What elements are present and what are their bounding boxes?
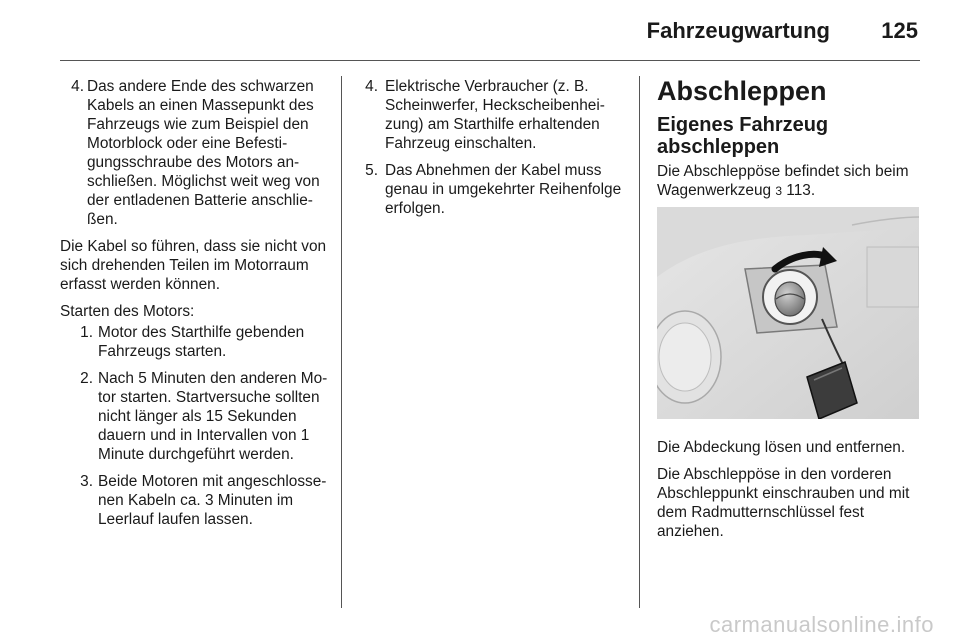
step-number: 1. [80, 324, 93, 341]
step-text: Nach 5 Minuten den anderen Motor starten. Startversuche sollten nicht länger als 15 Sekunden dauern und in Intervallen von 1 Minute durchgeführt werden. [98, 370, 328, 463]
step-text: Motor des Starthilfe gebenden Fahrzeugs starten. [98, 324, 305, 360]
page-reference-arrow-icon: 3 [775, 184, 783, 198]
column-divider-1 [341, 76, 342, 608]
substep-3 [73, 472, 328, 529]
header-title: Fahrzeugwartung [646, 18, 830, 43]
grille [867, 247, 919, 307]
section-heading: Abschleppen [657, 76, 827, 106]
intro-text: Die Abschleppöse befindet sich beim Wagenwerkzeug [657, 163, 909, 199]
paragraph-cables: Die Kabel so führen, dass sie nicht von sich drehenden Teilen im Motorraum erfasst werden können. [60, 238, 327, 293]
step-number: 3. [80, 473, 93, 490]
substep-1 [73, 323, 328, 361]
column-2 [358, 77, 626, 226]
step-text: Das Abnehmen der Kabel muss genau in umgekehrter Reihenfolge erfolgen. [385, 162, 622, 217]
substep-2 [73, 369, 328, 464]
step-number: 2. [80, 370, 93, 387]
column-divider-2 [639, 76, 640, 608]
section-subheading: Eigenes Fahrzeug abschleppen [657, 114, 829, 158]
step-5 [358, 161, 626, 218]
step-number: 5. [365, 162, 378, 179]
column-1 [60, 77, 328, 537]
paragraph-screw-eye: Die Abschleppöse in den vorderen Abschleppunkt einschrauben und mit dem Radmutternschlüssel fest anziehen. [657, 466, 910, 540]
paragraph-intro [657, 162, 925, 201]
tow-eye-illustration [657, 207, 919, 419]
paragraph-remove-cover: Die Abdeckung lösen und entfernen. [657, 439, 906, 456]
step-number: 4. [71, 78, 84, 95]
column-3 [657, 76, 925, 549]
substep-list [60, 323, 328, 529]
header-rule [60, 60, 920, 61]
reference-page: 113. [782, 182, 816, 199]
watermark: carmanualsonline.info [709, 612, 934, 637]
step-4 [60, 77, 328, 229]
paragraph-start-engine: Starten des Motors: [60, 303, 195, 320]
page-number: 125 [881, 18, 918, 43]
step-text: Elektrische Verbraucher (z. B. Scheinwerfer, Heckscheibenheizung) am Starthilfe erhaltenden Fahrzeug einschalten. [385, 78, 605, 152]
step-4b [358, 77, 626, 153]
step-text: Das andere Ende des schwarzen Kabels an einen Massepunkt des Fahrzeugs wie zum Beispiel den Motorblock oder eine Befestigungsschraube des Motors anschließen. Möglichst weit weg von der entladenen Batterie anschließen. [87, 78, 320, 228]
step-text: Beide Motoren mit angeschlossenen Kabeln ca. 3 Minuten im Leerlauf laufen lassen. [98, 473, 327, 528]
step-number: 4. [365, 78, 378, 95]
tow-eye-cap [775, 282, 805, 316]
